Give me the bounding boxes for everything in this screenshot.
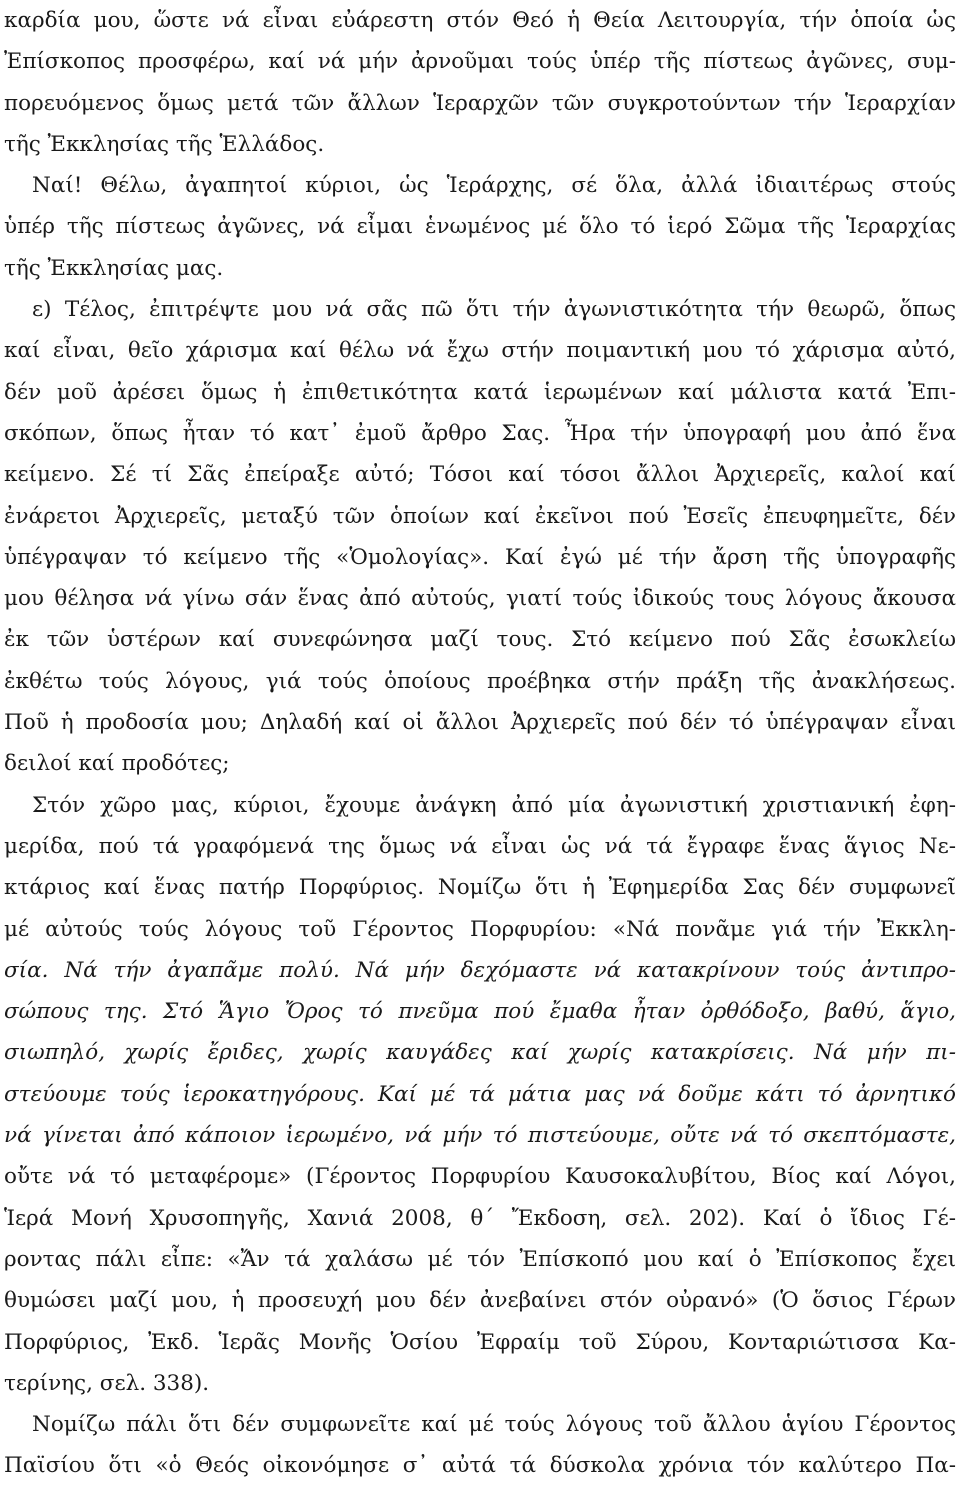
text-line: Στόν χῶρο μας, κύριοι, ἔχουμε ἀνάγκη ἀπό μία ἀγωνιστική χριστιανική ἐφη- xyxy=(32,792,956,818)
text-line: Νομίζω πάλι ὅτι δέν συμφωνεῖτε καί μέ τούς λόγους τοῦ ἄλλου ἁγίου Γέροντος xyxy=(32,1412,956,1438)
text-line: ἐνάρετοι Ἀρχιερεῖς, μεταξύ τῶν ὁποίων καί ἐκεῖνοι πού Ἐσεῖς ἐπευφημεῖτε, δέν xyxy=(4,503,956,529)
text-line: ροντας πάλι εἶπε: «Ἄν τά χαλάσω μέ τόν Ἐπίσκοπό μου καί ὁ Ἐπίσκοπος ἔχει xyxy=(4,1246,956,1272)
text-line: τερίνης, σελ. 338). xyxy=(4,1370,210,1396)
text-line: Πορφύριος, Ἐκδ. Ἱερᾶς Μονῆς Ὁσίου Ἐφραίμ τοῦ Σύρου, Κονταριώτισσα Κα- xyxy=(4,1329,956,1355)
text-line: Ἐπίσκοπος προσφέρω, καί νά μήν ἀρνοῦμαι τούς ὑπέρ τῆς πίστεως ἀγῶνες, συμ- xyxy=(4,49,956,75)
text-line-italic: σία. Νά τήν ἀγαπᾶμε πολύ. Νά μήν δεχόμαστε νά κατακρίνουν τούς ἀντιπρο- xyxy=(4,957,956,983)
text-line: ἐκθέτω τούς λόγους, γιά τούς ὁποίους προέβηκα στήν πράξη τῆς ἀνακλήσεως. xyxy=(4,668,956,694)
text-line: τῆς Ἐκκλησίας μας. xyxy=(4,255,224,281)
text-line: Ἱερά Μονή Χρυσοπηγῆς, Χανιά 2008, θ΄ Ἔκδοση, σελ. 202). Καί ὁ ἴδιος Γέ- xyxy=(4,1205,956,1231)
text-line: τῆς Ἐκκλησίας τῆς Ἑλλάδος. xyxy=(4,131,325,157)
text-line: ἐκ τῶν ὑστέρων καί συνεφώνησα μαζί τους. Στό κείμενο πού Σᾶς ἐσωκλείω xyxy=(4,627,956,653)
text-line: καί εἶναι, θεῖο χάρισμα καί θέλω νά ἔχω στήν ποιμαντική μου τό χάρισμα αὐτό, xyxy=(4,338,956,364)
text-line: κτάριος καί ἕνας πατήρ Πορφύριος. Νομίζω ὅτι ἡ Ἐφημερίδα Σας δέν συμφωνεῖ xyxy=(4,875,956,901)
text-line: δειλοί καί προδότες; xyxy=(4,751,230,777)
text-line: πορευόμενος ὅμως μετά τῶν ἄλλων Ἱεραρχῶν τῶν συγκροτούντων τήν Ἱεραρχίαν xyxy=(4,90,956,116)
text-line: θυμώσει μαζί μου, ἡ προσευχή μου δέν ἀνεβαίνει στόν οὐρανό» (Ὁ ὅσιος Γέρων xyxy=(4,1288,956,1314)
text-line: Παϊσίου ὅτι «ὁ Θεός οἰκονόμησε σ᾿ αὐτά τά δύσκολα χρόνια τόν καλύτερο Πα- xyxy=(4,1453,956,1479)
text-line: Ναί! Θέλω, ἀγαπητοί κύριοι, ὡς Ἱεράρχης, σέ ὅλα, ἀλλά ἰδιαιτέρως στούς xyxy=(32,173,956,199)
text-line-italic: στεύουμε τούς ἱεροκατηγόρους. Καί μέ τά μάτια μας νά δοῦμε κάτι τό ἀρνητικό xyxy=(4,1081,956,1107)
text-line: ὑπέρ τῆς πίστεως ἀγῶνες, νά εἶμαι ἑνωμένος μέ ὅλο τό ἱερό Σῶμα τῆς Ἱεραρχίας xyxy=(4,214,956,240)
text-line: σκόπων, ὅπως ἦταν τό κατ᾿ ἐμοῦ ἄρθρο Σας. Ἦρα τήν ὑπογραφή μου ἀπό ἕνα xyxy=(4,420,956,446)
text-line: δέν μοῦ ἀρέσει ὅμως ἡ ἐπιθετικότητα κατά ἱερωμένων καί μάλιστα κατά Ἐπι- xyxy=(4,379,956,405)
text-line: οὔτε νά τό μεταφέρομε» (Γέροντος Πορφυρίου Καυσοκαλυβίτου, Βίος καί Λόγοι, xyxy=(4,1164,956,1190)
text-line: ὑπέγραψαν τό κείμενο τῆς «Ὁμολογίας». Καί ἐγώ μέ τήν ἄρση τῆς ὑπογραφῆς xyxy=(4,544,956,570)
text-line: μου θέλησα νά γίνω σάν ἕνας ἀπό αὐτούς, γιατί τούς ἰδικούς τους λόγους ἄκουσα xyxy=(4,586,956,612)
text-line-italic: νά γίνεται ἀπό κάποιον ἱερωμένο, νά μήν τό πιστεύουμε, οὔτε νά τό σκεπτόμαστε, xyxy=(4,1123,956,1149)
text-line: Ποῦ ἡ προδοσία μου; Δηλαδή καί οἱ ἄλλοι Ἀρχιερεῖς πού δέν τό ὑπέγραψαν εἶναι xyxy=(4,710,956,736)
text-line-italic: σιωπηλό, χωρίς ἔριδες, χωρίς καυγάδες καί χωρίς κατακρίσεις. Νά μήν πι- xyxy=(4,1040,956,1066)
text-line: μέ αὐτούς τούς λόγους τοῦ Γέροντος Πορφυρίου: «Νά πονᾶμε γιά τήν Ἐκκλη- xyxy=(4,916,956,942)
text-line: καρδία μου, ὥστε νά εἶναι εὐάρεστη στόν Θεό ἡ Θεία Λειτουργία, τήν ὁποία ὡς xyxy=(4,8,956,33)
text-line: μερίδα, πού τά γραφόμενά της ὅμως νά εἶναι ὡς νά τά ἔγραφε ἕνας ἅγιος Νε- xyxy=(4,833,956,859)
text-line: ε) Τέλος, ἐπιτρέψτε μου νά σᾶς πῶ ὅτι τήν ἀγωνιστικότητα τήν θεωρῶ, ὅπως xyxy=(32,297,956,323)
text-line-italic: σώπους της. Στό Ἅγιο Ὄρος τό πνεῦμα πού ἔμαθα ἦταν ὀρθόδοξο, βαθύ, ἅγιο, xyxy=(4,999,956,1025)
text-line: κείμενο. Σέ τί Σᾶς ἐπείραξε αὐτό; Τόσοι καί τόσοι ἄλλοι Ἀρχιερεῖς, καλοί καί xyxy=(4,462,956,488)
